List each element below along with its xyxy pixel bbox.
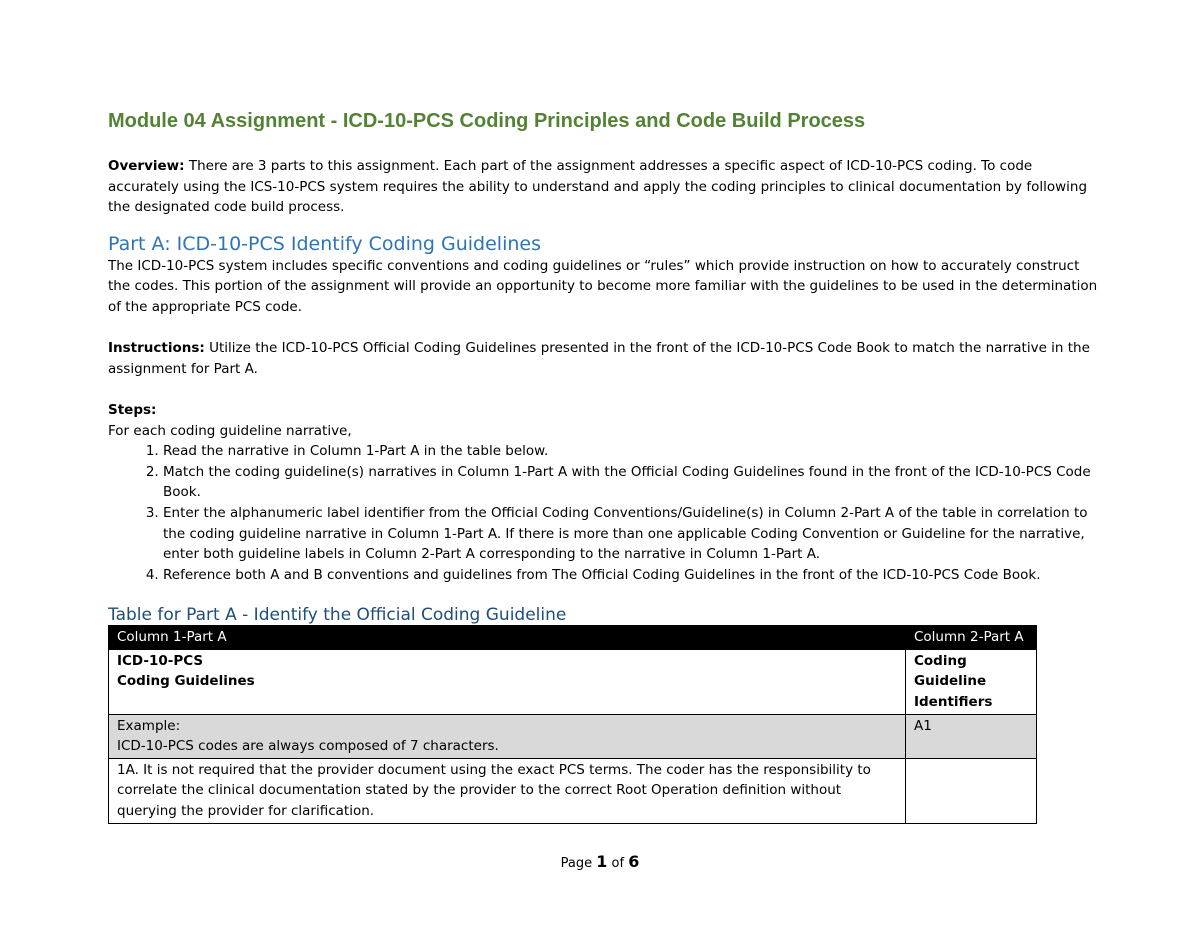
column-2-subheader: Coding Guideline Identifiers — [906, 649, 1037, 714]
table-header-row — [109, 626, 1037, 650]
document-title: Module 04 Assignment - ICD-10-PCS Coding Principles and Code Build Process — [108, 110, 866, 132]
page-content — [108, 108, 1098, 824]
step-item: 3. Enter the alphanumeric label identifier from the Official Coding Conventions/Guideline(s) in Column 2-Part A of the table in correlation to the coding guideline narrative in Column 1-Part A. If there is more than one applicable Coding Convention or Guideline for the narrative, enter both guideline labels in Column 2-Part A corresponding to the narrative in Column 1-Part A. — [163, 503, 1098, 565]
overview-text: There are 3 parts to this assignment. Each part of the assignment addresses a specific aspect of ICD-10-PCS coding. To code accurately using the ICS-10-PCS system requires the ability to understand and apply the coding principles to clinical documentation by following the designated code build process. — [108, 158, 1088, 216]
overview-paragraph — [108, 156, 1098, 218]
guideline-table — [108, 625, 1037, 823]
step-item: 4. Reference both A and B conventions and guidelines from The Official Coding Guidelines in the front of the ICD-10-PCS Code Book. — [163, 565, 1098, 586]
page-total: 6 — [628, 852, 640, 871]
steps-list — [108, 441, 1098, 585]
instructions-text: Utilize the ICD-10-PCS Official Coding Guidelines presented in the front of the ICD-10-PCS Code Book to match the narrative in the assignment for Part A. — [108, 340, 1090, 377]
row-1a-narrative: 1A. It is not required that the provider document using the exact PCS terms. The coder has the responsibility to correlate the clinical documentation stated by the provider to the correct Root Operation definition without querying the provider for clarification. — [109, 758, 906, 823]
column-2-header: Column 2-Part A — [906, 626, 1037, 650]
example-identifier: A1 — [906, 714, 1037, 758]
column-1-header: Column 1-Part A — [109, 626, 906, 650]
overview-label: Overview: — [108, 158, 185, 174]
of-word: of — [607, 856, 629, 871]
instructions-paragraph — [108, 338, 1098, 379]
steps-intro: For each coding guideline narrative, — [108, 422, 352, 439]
page-word: Page — [560, 856, 597, 871]
table-heading: Table for Part A - Identify the Official Coding Guideline — [108, 605, 567, 626]
steps-label: Steps: — [108, 401, 157, 418]
table-subheader-row — [109, 649, 1037, 714]
page-number: 1 — [596, 852, 608, 871]
instructions-label: Instructions: — [108, 340, 205, 357]
step-item: 2. Match the coding guideline(s) narratives in Column 1-Part A with the Official Coding Guidelines found in the front of the ICD-10-PCS Code Book. — [163, 462, 1098, 503]
column-1-subheader: ICD-10-PCS Coding Guidelines — [109, 649, 906, 714]
example-narrative: Example: ICD-10-PCS codes are always composed of 7 characters. — [109, 714, 906, 758]
step-item: 1. Read the narrative in Column 1-Part A in the table below. — [163, 441, 1098, 462]
row-1a-identifier-cell[interactable] — [906, 758, 1037, 823]
table-row-example — [109, 714, 1037, 758]
part-a-intro: The ICD-10-PCS system includes specific conventions and coding guidelines or “rules” which provide instruction on how to accurately construct the codes. This portion of the assignment will provide an opportunity to become more familiar with the guidelines to be used in the determination of the appropriate PCS code. — [108, 257, 1098, 315]
table-row — [109, 758, 1037, 823]
page-footer — [0, 850, 1200, 876]
part-a-heading: Part A: ICD-10-PCS Identify Coding Guidelines — [108, 232, 541, 255]
